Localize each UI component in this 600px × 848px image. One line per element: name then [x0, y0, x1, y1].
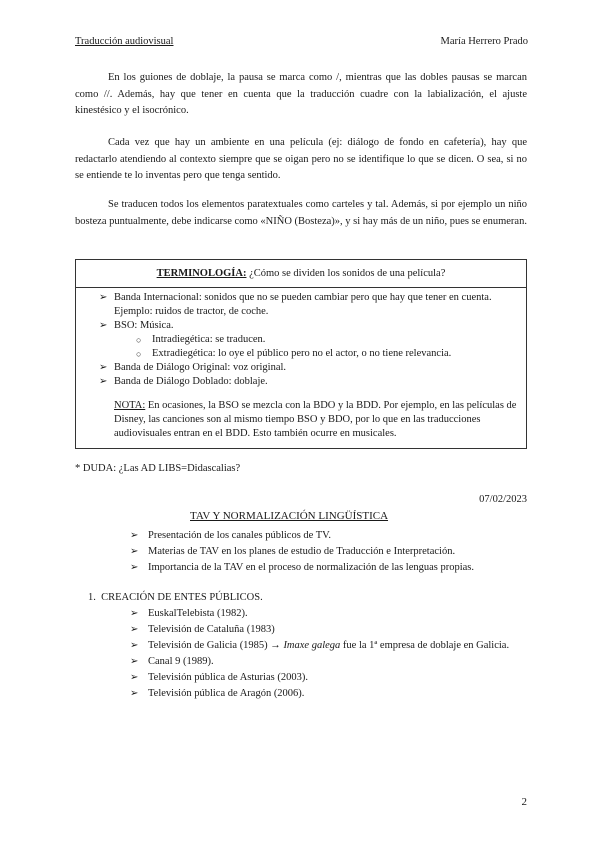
terminology-body [76, 288, 526, 441]
page-number: 2 [521, 796, 527, 808]
intro-list [130, 528, 530, 576]
list-item: ➢ EuskalTelebista (1982). [130, 606, 530, 622]
paragraph: Cada vez que hay un ambiente en una película (ej: diálogo de fondo en cafetería), hay que redactarlo atendiendo al contexto siempre que se oigan pero no se identifique lo que se dicen. O sea, si no se entiende te lo inventas pero que tenga sentido. [75, 137, 527, 181]
arrow-bullet-icon: ➢ [99, 362, 108, 373]
arrow-bullet-icon: ➢ [99, 320, 108, 331]
list-item: ➢ Televisión de Galicia (1985) → Imaxe galega fue la 1ª empresa de doblaje en Galicia. [130, 638, 530, 654]
circle-bullet-icon: ○ [136, 349, 142, 359]
list-item: ➢ Banda de Diálogo Original: voz original. [99, 362, 287, 373]
terminology-title [76, 260, 526, 288]
section-title: CREACIÓN DE ENTES PÚBLICOS. [101, 592, 263, 603]
list-item: ➢ Televisión de Cataluña (1983) [130, 622, 530, 638]
paragraph: Se traducen todos los elementos paratextuales como carteles y tal. Además, si por ejemplo un niño bosteza puntualmente, debe indicarse como «NIÑO (Bosteza)», y si hay más de un niño, pues se enumeran. [75, 199, 527, 227]
list-item: ➢ Materias de TAV en los planes de estudio de Traducción e Interpretación. [130, 544, 530, 560]
duda-question: * DUDA: ¿Las AD LIBS=Didascalias? [75, 463, 241, 474]
arrow-bullet-icon: ➢ [99, 376, 108, 387]
arrow-bullet-icon: ➢ [130, 672, 139, 683]
arrow-bullet-icon: ➢ [130, 624, 139, 635]
arrow-bullet-icon: ➢ [130, 656, 139, 667]
arrow-bullet-icon: ➢ [99, 292, 108, 303]
note-text: En ocasiones, la BSO se mezcla con la BDO y la BDD. Por ejemplo, en las películas de Disney, las canciones son al mismo tiempo BSO y BDO, por lo que en las traducciones audiovisuales entran en el BDD. Esto también ocurre en musicales. [114, 400, 517, 439]
section-number: 1. [88, 592, 96, 603]
header-author: María Herrero Prado [440, 36, 528, 47]
arrow-bullet-icon: ➢ [130, 640, 139, 651]
header-course: Traducción audiovisual [75, 36, 174, 47]
arrow-bullet-icon: ➢ [130, 608, 139, 619]
paragraph: En los guiones de doblaje, la pausa se marca como /, mientras que las dobles pausas se marcan como //. Además, hay que tener en cuenta que la traducción cuadre con la labialización, el ajuste kinestésico y el isocrónico. [75, 72, 527, 116]
list-item: ➢ Televisión pública de Aragón (2006). [130, 686, 530, 702]
section-heading: TAV Y NORMALIZACIÓN LINGÜÍSTICA [190, 510, 389, 522]
list-item: ➢ Banda Internacional: sonidos que no se pueden cambiar pero que hay que tener en cuenta. Ejemplo: ruidos de tractor, de coche. [99, 292, 492, 317]
list-item: ➢ BSO: Música. [99, 320, 174, 331]
section-1-heading [88, 592, 263, 603]
sub-list-item: ○ Intradiegética: se traducen. [136, 334, 266, 345]
list-item: ➢ Presentación de los canales públicos de TV. [130, 528, 530, 544]
terminology-label: TERMINOLOGÍA: [156, 268, 247, 279]
list-item: ➢ Importancia de la TAV en el proceso de normalización de las lenguas propias. [130, 560, 530, 576]
sub-list-item: ○ Extradiegética: lo oye el público pero no el actor, o no tiene relevancia. [136, 348, 452, 359]
terminology-question: ¿Cómo se dividen los sonidos de una película? [249, 268, 446, 279]
entes-list [130, 606, 530, 702]
list-item: ➢ Televisión pública de Asturias (2003). [130, 670, 530, 686]
terminology-box [75, 259, 527, 449]
date: 07/02/2023 [479, 494, 527, 505]
list-item: ➢ Banda de Diálogo Doblado: doblaje. [99, 376, 268, 387]
list-item: ➢ Canal 9 (1989). [130, 654, 530, 670]
circle-bullet-icon: ○ [136, 335, 142, 345]
arrow-bullet-icon: ➢ [130, 546, 139, 557]
arrow-bullet-icon: ➢ [130, 530, 139, 541]
note [82, 399, 518, 441]
arrow-bullet-icon: ➢ [130, 562, 139, 573]
note-label: NOTA: [114, 400, 146, 411]
arrow-bullet-icon: ➢ [130, 688, 139, 699]
